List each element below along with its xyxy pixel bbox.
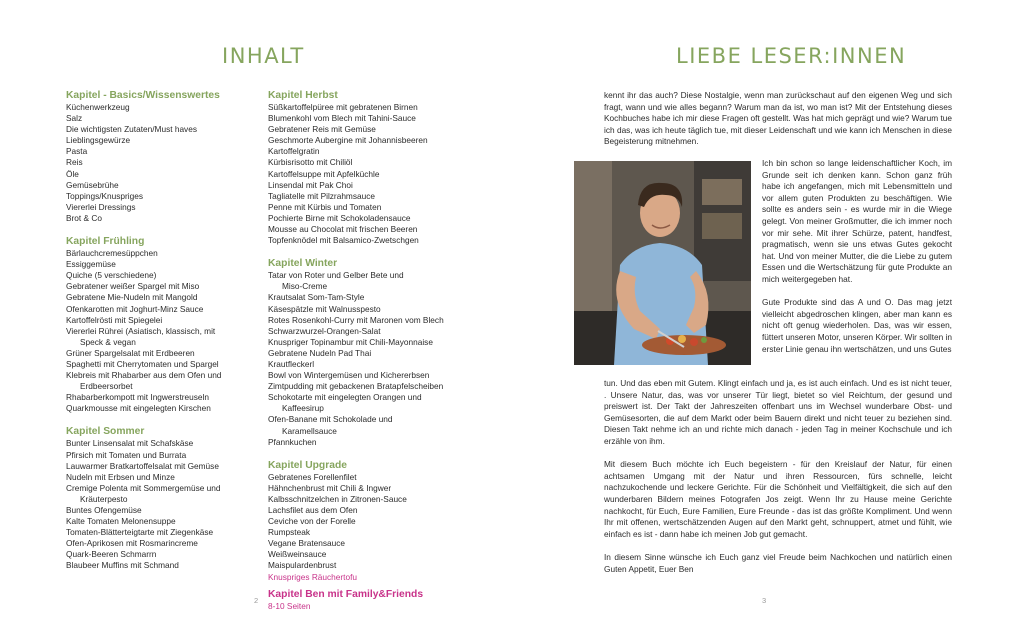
toc-entry: Essiggemüse xyxy=(66,259,116,270)
side-paragraph: Ich bin schon so lange leidenschaftlicher Koch, im Grunde seit ich denken kann. Schon ganz früh habe ich angefangen, mich mit Lebensmitteln und vor allem guten Produkten zu beschäftigen. Wie sollte es anders sein - es wurde mir in die Wiege gelegt. Von meiner Großmutter, die ich immer noch vor mir sehe. Mit ihrer Schürze, patent, handfest, pragmatisch, wenn sie uns etwas Gutes gekocht hat. Und von meiner Mutter, die die Liebe zu gutem Essen und die Wertschätzung für gute Produkte an mich weitergegeben hat. xyxy=(762,158,952,284)
toc-entry: Miso-Creme xyxy=(282,281,328,292)
toc-chapter-kapitel-upgrade xyxy=(268,460,468,583)
toc-entry: Gebratene Nudeln Pad Thai xyxy=(268,347,372,358)
toc-entry: Brot & Co xyxy=(66,212,102,223)
chapter-title: Kapitel Frühling xyxy=(66,236,145,248)
side-column-text xyxy=(762,158,952,367)
toc-entry: Tatar von Roter und Gelber Bete und xyxy=(268,270,404,281)
body-paragraph: Mit diesem Buch möchte ich Euch begeistern - für den Kreislauf der Natur, für einen achtsamen Umgang mit der Natur und ihren Ressourcen, fürs schnelle, leicht nachzukochende und leckere Gerichte. Für die Schönheit und Vielfältigkeit, die sich auf den wunderbaren Bildern meines Fotografen Jos zeigt. Wenn Ihr zu Hause meine Gerichte nachkocht, für Euch, Eure Familien, Eure Freunde - das ist das größte Kompliment. Und wenn Ihr mit offenen, wertschätzenden Augen auf den Markt geht, schnuppert, atmet und fühlt, wie einfach es ist - dann habe ich meinen Job gut gemacht. xyxy=(604,459,952,539)
toc-entry: Quark-Beeren Schmarrn xyxy=(66,549,157,560)
toc-entry: Tagliatelle mit Pilzrahmsauce xyxy=(268,190,375,201)
toc-entry: Klebreis mit Rhabarber aus dem Ofen und xyxy=(66,370,222,381)
toc-entry: Ceviche von der Forelle xyxy=(268,516,356,527)
lower-body-text xyxy=(604,378,952,587)
toc-entry: Bowl von Wintergemüsen und Kichererbsen xyxy=(268,370,430,381)
toc-entry: Öle xyxy=(66,168,79,179)
chapter-title: Kapitel Herbst xyxy=(268,90,338,101)
toc-entry: Pfirsich mit Tomaten und Burrata xyxy=(66,449,187,460)
toc-entry: Quiche (5 verschiedene) xyxy=(66,270,157,281)
toc-entry: Käsespätzle mit Walnusspesto xyxy=(268,303,381,314)
family-chapter-subtitle: 8-10 Seiten xyxy=(268,601,311,611)
toc-entry: Pochierte Birne mit Schokoladensauce xyxy=(268,212,411,223)
toc-entry: Pasta xyxy=(66,146,88,157)
chef-photo xyxy=(574,161,751,365)
page-number-left: 2 xyxy=(254,596,259,605)
toc-entry: Bärlauchcremesüppchen xyxy=(66,248,158,259)
toc-entry: Toppings/Knuspriges xyxy=(66,190,144,201)
toc-column-1 xyxy=(66,90,251,584)
toc-chapter-kapitel-winter xyxy=(268,258,468,448)
toc-entry: Knuspriges Räuchertofu xyxy=(268,571,358,582)
intro-text: kennt ihr das auch? Diese Nostalgie, wenn man zurückschaut auf den eigenen Weg und sich fragt, wann und wie alles begann? Warum man da ist, wo man ist? Mit der Entstehung dieses Kochbuches habe ich mir diese Fragen oft gestellt. Was hat mich geprägt und wie? Warum tue ich das, was ich heute täglich tue, mit dieser Leidenschaft und wie kann ich Menschen in diese Begeisterung mitnehmen. xyxy=(604,90,952,147)
toc-entry: Ofen-Aprikosen mit Rosmarincreme xyxy=(66,538,198,549)
chapter-title: Kapitel Winter xyxy=(268,258,338,270)
toc-entry: Schokotarte mit eingelegten Orangen und xyxy=(268,392,422,403)
toc-entry: Grüner Spargelsalat mit Erdbeeren xyxy=(66,347,195,358)
toc-entry: Gebratener weißer Spargel mit Miso xyxy=(66,281,200,292)
toc-entry: Rhabarberkompott mit Ingwerstreuseln xyxy=(66,392,209,403)
toc-entry: Cremige Polenta mit Sommergemüse und xyxy=(66,482,221,493)
toc-entry: Tomaten-Blätterteigtarte mit Ziegenkäse xyxy=(66,527,214,538)
toc-entry: Die wichtigsten Zutaten/Must haves xyxy=(66,124,197,135)
toc-chapter-kapitel-fruehling xyxy=(66,236,251,414)
toc-entry: Hähnchenbrust mit Chili & Ingwer xyxy=(268,482,392,493)
toc-entry: Spaghetti mit Cherrytomaten und Spargel xyxy=(66,358,219,369)
toc-entry: Quarkmousse mit eingelegten Kirschen xyxy=(66,403,211,414)
toc-entry: Kartoffelrösti mit Spiegelei xyxy=(66,314,163,325)
body-paragraph: In diesem Sinne wünsche ich Euch ganz viel Freude beim Nachkochen und natürlich einen Guten Appetit, Euer Ben xyxy=(604,551,952,574)
toc-entry: Gebratener Reis mit Gemüse xyxy=(268,124,376,135)
toc-entry: Erdbeersorbet xyxy=(80,381,133,392)
toc-entry: Speck & vegan xyxy=(80,336,136,347)
toc-chapter-kapitel-basics-wissenswertes xyxy=(66,90,251,224)
toc-entry: Knuspriger Topinambur mit Chili-Mayonnaise xyxy=(268,336,433,347)
toc-entry: Blaubeer Muffins mit Schmand xyxy=(66,560,179,571)
toc-entry: Rotes Rosenkohl-Curry mit Maronen vom Blech xyxy=(268,314,444,325)
toc-entry: Kräuterpesto xyxy=(80,493,128,504)
toc-heading: INHALT xyxy=(222,44,305,68)
toc-chapter-kapitel-sommer xyxy=(66,426,251,571)
toc-entry: Kartoffelgratin xyxy=(268,146,320,157)
toc-entry: Salz xyxy=(66,113,83,124)
toc-entry: Ofenkarotten mit Joghurt-Minz Sauce xyxy=(66,303,204,314)
toc-entry: Pfannkuchen xyxy=(268,436,317,447)
toc-entry: Rumpsteak xyxy=(268,527,310,538)
chef-cooking-illustration xyxy=(574,161,751,365)
toc-entry: Krautfleckerl xyxy=(268,358,315,369)
chapter-title: Kapitel - Basics/Wissenswertes xyxy=(66,90,220,101)
page-number-right: 3 xyxy=(762,596,767,605)
toc-entry: Mousse au Chocolat mit frischen Beeren xyxy=(268,224,418,235)
toc-entry: Viererlei Rührei (Asiatisch, klassisch, mit xyxy=(66,325,216,336)
toc-entry: Schwarzwurzel-Orangen-Salat xyxy=(268,325,381,336)
family-chapter xyxy=(268,589,423,612)
toc-entry: Linsendal mit Pak Choi xyxy=(268,179,353,190)
toc-entry: Reis xyxy=(66,157,83,168)
toc-entry: Lauwarmer Bratkartoffelsalat mit Gemüse xyxy=(66,460,219,471)
toc-entry: Gebratene Mie-Nudeln mit Mangold xyxy=(66,292,198,303)
toc-entry: Penne mit Kürbis und Tomaten xyxy=(268,201,382,212)
toc-entry: Viererlei Dressings xyxy=(66,201,136,212)
intro-paragraph xyxy=(604,90,952,148)
toc-entry: Vegane Bratensauce xyxy=(268,538,346,549)
toc-entry: Geschmorte Aubergine mit Johannisbeeren xyxy=(268,135,428,146)
toc-entry: Zimtpudding mit gebackenen Bratapfelscheiben xyxy=(268,381,444,392)
toc-entry: Karamellsauce xyxy=(282,425,337,436)
toc-entry: Kalbsschnitzelchen in Zitronen-Sauce xyxy=(268,493,407,504)
toc-entry: Küchenwerkzeug xyxy=(66,102,130,112)
body-paragraph: tun. Und das eben mit Gutem. Klingt einfach und ja, es ist auch einfach. Und es ist nicht teuer, . Unsere Natur, das, was vor unserer Tür liegt, bietet so viel Reichtum, der gesund und preiswert ist. Der Takt der Jahreszeiten offenbart uns im Wechsel wunderbare Obst- und Gemüsesorten, die auf dem Markt oder beim Bauern direkt und nicht teuer zu beziehen sind. Diesen Takt nehme ich an und richte mich danach - jeden Tag in meiner Kochschule und ich erzähle von ihm. xyxy=(604,378,952,446)
toc-entry: Kartoffelsuppe mit Apfelküchle xyxy=(268,168,380,179)
toc-entry: Topfenknödel mit Balsamico-Zwetschgen xyxy=(268,235,419,246)
family-chapter-title: Kapitel Ben mit Family&Friends xyxy=(268,589,424,600)
toc-entry: Gebratenes Forellenfilet xyxy=(268,471,357,482)
chapter-title: Kapitel Sommer xyxy=(66,426,145,438)
toc-entry: Ofen-Banane mit Schokolade und xyxy=(268,414,393,425)
toc-entry: Buntes Ofengemüse xyxy=(66,505,142,515)
side-paragraph: Gute Produkte sind das A und O. Das mag jetzt vielleicht abgedroschen klingen, aber man kann es nicht oft genug wiederholen. Das, was wir essen, füttert unseren Motor, unseren Körper. Wir sollten in erster Linie genau ihn wertschätzen, und uns Gutes xyxy=(762,297,952,354)
toc-chapter-kapitel-herbst xyxy=(268,90,468,246)
toc-entry: Kürbisrisotto mit Chiliöl xyxy=(268,157,353,168)
toc-column-2 xyxy=(268,90,468,595)
toc-entry: Gemüsebrühe xyxy=(66,179,119,190)
toc-entry: Kaffeesirup xyxy=(282,403,324,414)
toc-entry: Lachsfilet aus dem Ofen xyxy=(268,505,358,515)
toc-entry: Maispulardenbrust xyxy=(268,560,337,571)
toc-entry: Weißweinsauce xyxy=(268,549,327,560)
toc-entry: Krautsalat Som-Tam-Style xyxy=(268,292,365,303)
toc-entry: Bunter Linsensalat mit Schafskäse xyxy=(66,438,194,449)
toc-entry: Nudeln mit Erbsen und Minze xyxy=(66,471,175,482)
toc-entry: Blumenkohl vom Blech mit Tahini-Sauce xyxy=(268,113,416,124)
toc-entry: Kalte Tomaten Melonensuppe xyxy=(66,516,176,527)
chapter-title: Kapitel Upgrade xyxy=(268,459,347,471)
toc-entry: Lieblingsgewürze xyxy=(66,135,131,146)
letter-heading: LIEBE LESER:INNEN xyxy=(676,44,907,68)
toc-entry: Süßkartoffelpüree mit gebratenen Birnen xyxy=(268,102,418,112)
